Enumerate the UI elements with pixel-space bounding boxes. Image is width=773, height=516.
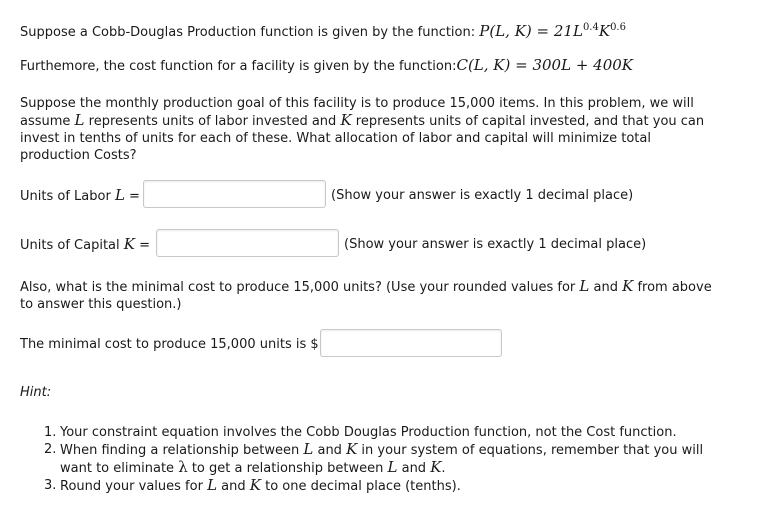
minimal-cost-input[interactable] [320, 329, 502, 357]
capital-label: Units of Capital K = [20, 235, 150, 253]
statement-text: Suppose a Cobb-Douglas Production function is given by the function: [20, 25, 480, 40]
hint-item: 3. Round your values for L and K to one decimal place (tenths). [44, 476, 461, 494]
capital-answer-input[interactable] [156, 229, 339, 257]
minimal-cost-label: The minimal cost to produce 15,000 units is $ [20, 337, 319, 352]
production-formula: P(L, $K) = 21L^{0.4}K^{0.6}$ [479, 22, 626, 40]
labor-label: Units of Labor L = [20, 186, 140, 204]
statement-text: Furthemore, the cost function for a facility is given by the function: [20, 59, 457, 74]
labor-answer-input[interactable] [143, 180, 326, 208]
capital-format-note: (Show your answer is exactly 1 decimal place) [344, 237, 647, 252]
hint-list [44, 424, 744, 495]
problem-paragraph: Suppose the monthly production goal of this facility is to produce 15,000 items. In this problem, we will assume L represents units of labor invested and K represents units of capital invested, and that you can invest in tenths of units for each of these. What allocation of labor and capital will minimize total production Costs? [20, 96, 705, 163]
labor-format-note: (Show your answer is exactly 1 decimal place) [331, 188, 634, 203]
cost-formula: C(L, K) = 300L + 400K [456, 56, 633, 74]
minimal-cost-question: Also, what is the minimal cost to produce 15,000 units? (Use your rounded values for L and K from above to answer this question.) [20, 277, 712, 312]
cost-function-statement [20, 57, 633, 75]
production-function-statement [20, 19, 626, 41]
hint-item: 2. When finding a relationship between L and K in your system of equations, remember that you will want to eliminate λ to get a relationship between L and K. [44, 440, 704, 476]
hint-item: 1. Your constraint equation involves the Cobb Douglas Production function, not the Cost function. [44, 425, 677, 440]
hint-title: Hint: [20, 385, 52, 400]
